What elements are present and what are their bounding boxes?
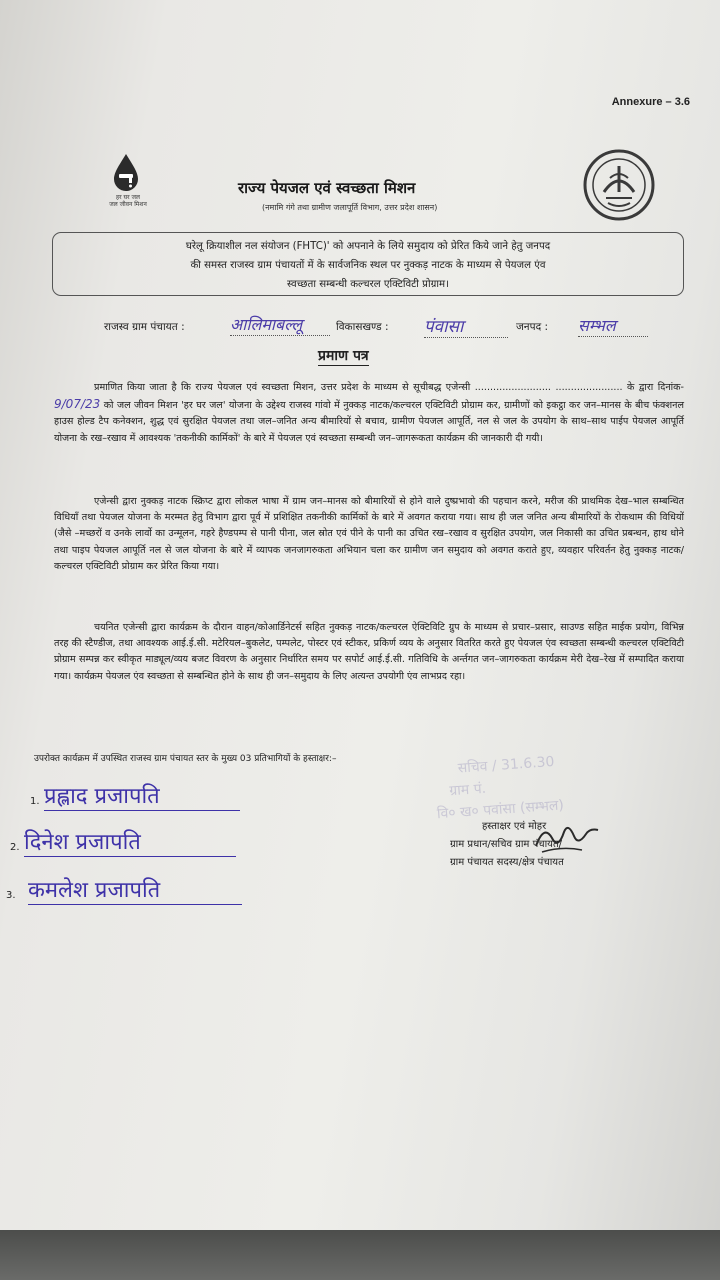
logo-caption-1: हर घर जल [116, 194, 140, 201]
paragraph-3-text: चयनित एजेन्सी द्वारा कार्यक्रम के दौरान वाहन/कोआर्डिनेटर्स सहित नुक्कड़ नाटक/कल्चरल ऐक्टिविटि ग्रुप के माध्यम से प्रचार–प्रसार, साउण्ड सहित माईक प्रयोग, विभिन्न तरह की स्टैण्डीज, तथा आवश्यक आई.ई.सी. मटेरियल–बुकलेट, पम्पलेट, पोस्टर एवं स्टीकर, प्रकिर्ण व्यय के अनुसार वितरित करते हुए पेयजल एंव स्वच्छता सम्बन्धी कल्चरल एक्टिविटी प्रोग्राम सम्पन्न कर स्वीकृत माड्यूल/व्यय बजट विवरण के अनुसार निर्धारित समय पर सपोर्ट आई.ई.सी. गतिविधि के अर्न्तगत जन–जागरुकता कार्यक्रम मेरी देख–रेख में सम्पादित कराया गया। कार्यक्रम पेयजल एंव स्वच्छता से सम्बन्धित होने के साथ ही जन–समुदाय के लिए अत्यन्त उपयोगी एंव लाभप्रद रहा। [54, 622, 684, 682]
paragraph-3 [54, 620, 684, 685]
subject-line-3: स्वच्छता सम्बन्धी कल्चरल एक्टिविटी प्रोग्राम। [287, 279, 449, 290]
paragraph-1-start: प्रमाणित किया जाता है कि राज्य पेयजल एवं स्वच्छता मिशन, उत्तर प्रदेश के माध्यम से सूचीबद्ध एजेन्सी ......................... [94, 382, 551, 393]
stamp-line-1: सचिव / 31.6.30 [457, 753, 555, 777]
up-state-emblem-icon [582, 148, 656, 222]
har-ghar-jal-logo [96, 152, 156, 222]
participant-number: 2. [10, 842, 20, 853]
subject-line-2: की समस्त राजस्व ग्राम पंचायतों में के सार्वजनिक स्थल पर नुक्कड़ नाटक के माध्यम से पेयजल एंव [190, 260, 546, 271]
participant-number: 1. [30, 796, 40, 807]
block-label: विकासखण्ड : [336, 321, 389, 333]
district-label: जनपद : [516, 321, 549, 333]
block-value: पंवासा [424, 314, 508, 338]
signer-line-1: हस्ताक्षर एवं मोहर [482, 821, 547, 832]
subject-line-1: घरेलू क्रियाशील नल संयोजन (FHTC)' को अपनाने के लिये समुदाय को प्रेरित किये जाने हेतु जनपद [185, 241, 551, 252]
subject-box [52, 232, 684, 296]
signer-line-3: ग्राम पंचायत सदस्य/क्षेत्र पंचायत [450, 857, 564, 868]
signer-line-2: ग्राम प्रधान/सचिव ग्राम पंचायत/ [450, 839, 563, 850]
annexure-label: Annexure – 3.6 [611, 96, 690, 108]
stamp-line-2: ग्राम पं. [448, 780, 487, 800]
participant-signature: कमलेश प्रजापति [28, 874, 242, 905]
paragraph-1-rest: को जल जीवन मिशन 'हर घर जल' योजना के उद्देश्य राजस्व गांवो में नुक्कड़ नाटक/कल्चरल एक्टिविटी प्रोग्राम कर, ग्रामीणों को इकट्ठा कर जन–मानस के बीच फंक्शनल हाउस होल्ड टैप कनेक्शन, शुद्ध एवं सुरक्षित पेयजल तथा जल–जनित अन्य बीमारियों से बचाव, ग्रामीण पेयजल आपूर्ति, नल से जल के उपयोग के साथ–साथ पाईप पेयजल आपूर्ति योजना के रख–रखाव में आवश्यक 'तकनीकी कार्मिकों' के बारे में पेयजल एवं स्वच्छता सम्बन्धी जन–जागरूकता कार्यक्रम की जानकारी दी गयी। [54, 400, 684, 444]
logo-caption-2: जल जीवन मिशन [109, 201, 147, 208]
mission-title: राज्य पेयजल एवं स्वच्छता मिशन [238, 179, 416, 197]
gram-panchayat-label: राजस्व ग्राम पंचायत : [104, 321, 185, 333]
paragraph-2 [54, 494, 684, 575]
stamp-line-3: वि० ख० पवांसा (सम्भल) [436, 797, 565, 823]
water-drop-tap-icon [110, 152, 142, 192]
participant-number: 3. [6, 890, 16, 901]
mission-subtitle: (नमामि गंगे तथा ग्रामीण जलापूर्ति विभाग, उत्तर प्रदेश शासन) [262, 203, 438, 212]
paragraph-1-date-prefix: ...................... के द्वारा दिनांक- [555, 382, 684, 393]
signer-signature-icon [532, 818, 602, 858]
paragraph-2-text: एजेन्सी द्वारा नुक्कड़ नाटक स्क्रिप्ट द्वारा लोकल भाषा में ग्राम जन–मानस को बीमारियों से होने वाले दुष्प्रभावो की पहचान करने, मरीज की प्राथमिक देख–भाल सम्बन्धित विधियाँ तथा पेयजल योजना के मरम्मत हेतु विभाग द्वारा पूर्व में प्रशिक्षित तकनीकी कार्मिकों के बारे में अवगत कराया गया। साथ ही जल जनित अन्य बीमारियों के रोकथाम की विधियों (जैसे –मच्छरों व उनके लार्वो का उन्मूलन, गहरे हैण्डपम्प से पानी पीना, जल स्रोत एवं पीने के पानी का उचित रख–रखाव व सुरक्षित उपयोग, जल निकासी का उचित प्रबन्धन, हाथ धोने तथा पाइप पेयजल आपूर्ति नल से जल योजना के बारे में व्यापक जनजागरुकता अभियान चला कर ग्रामीण जन समुदाय को अवगत कराते हुए, व्यवहार परिवर्तन हेतु नुक्कड़ नाटक/कल्चरल एक्टिविटी प्रोग्राम कर प्रेरित किया गया। [54, 496, 684, 572]
district-value: सम्भल [578, 314, 648, 337]
paragraph-1 [54, 380, 684, 447]
certificate-heading: प्रमाण पत्र [318, 348, 369, 364]
background-surface [0, 1230, 720, 1280]
event-date: 9/07/23 [54, 397, 101, 412]
gram-panchayat-value: आलिमाबल्लू [230, 313, 330, 336]
participants-intro: उपरोक्त कार्यक्रम में उपस्थित राजस्व ग्राम पंचायत स्तर के मुख्य 03 प्रतिभागियों के हस्ताक्षर:– [34, 754, 337, 764]
participant-signature: दिनेश प्रजापति [24, 826, 236, 857]
participant-signature: प्रह्लाद प्रजापति [44, 780, 240, 811]
